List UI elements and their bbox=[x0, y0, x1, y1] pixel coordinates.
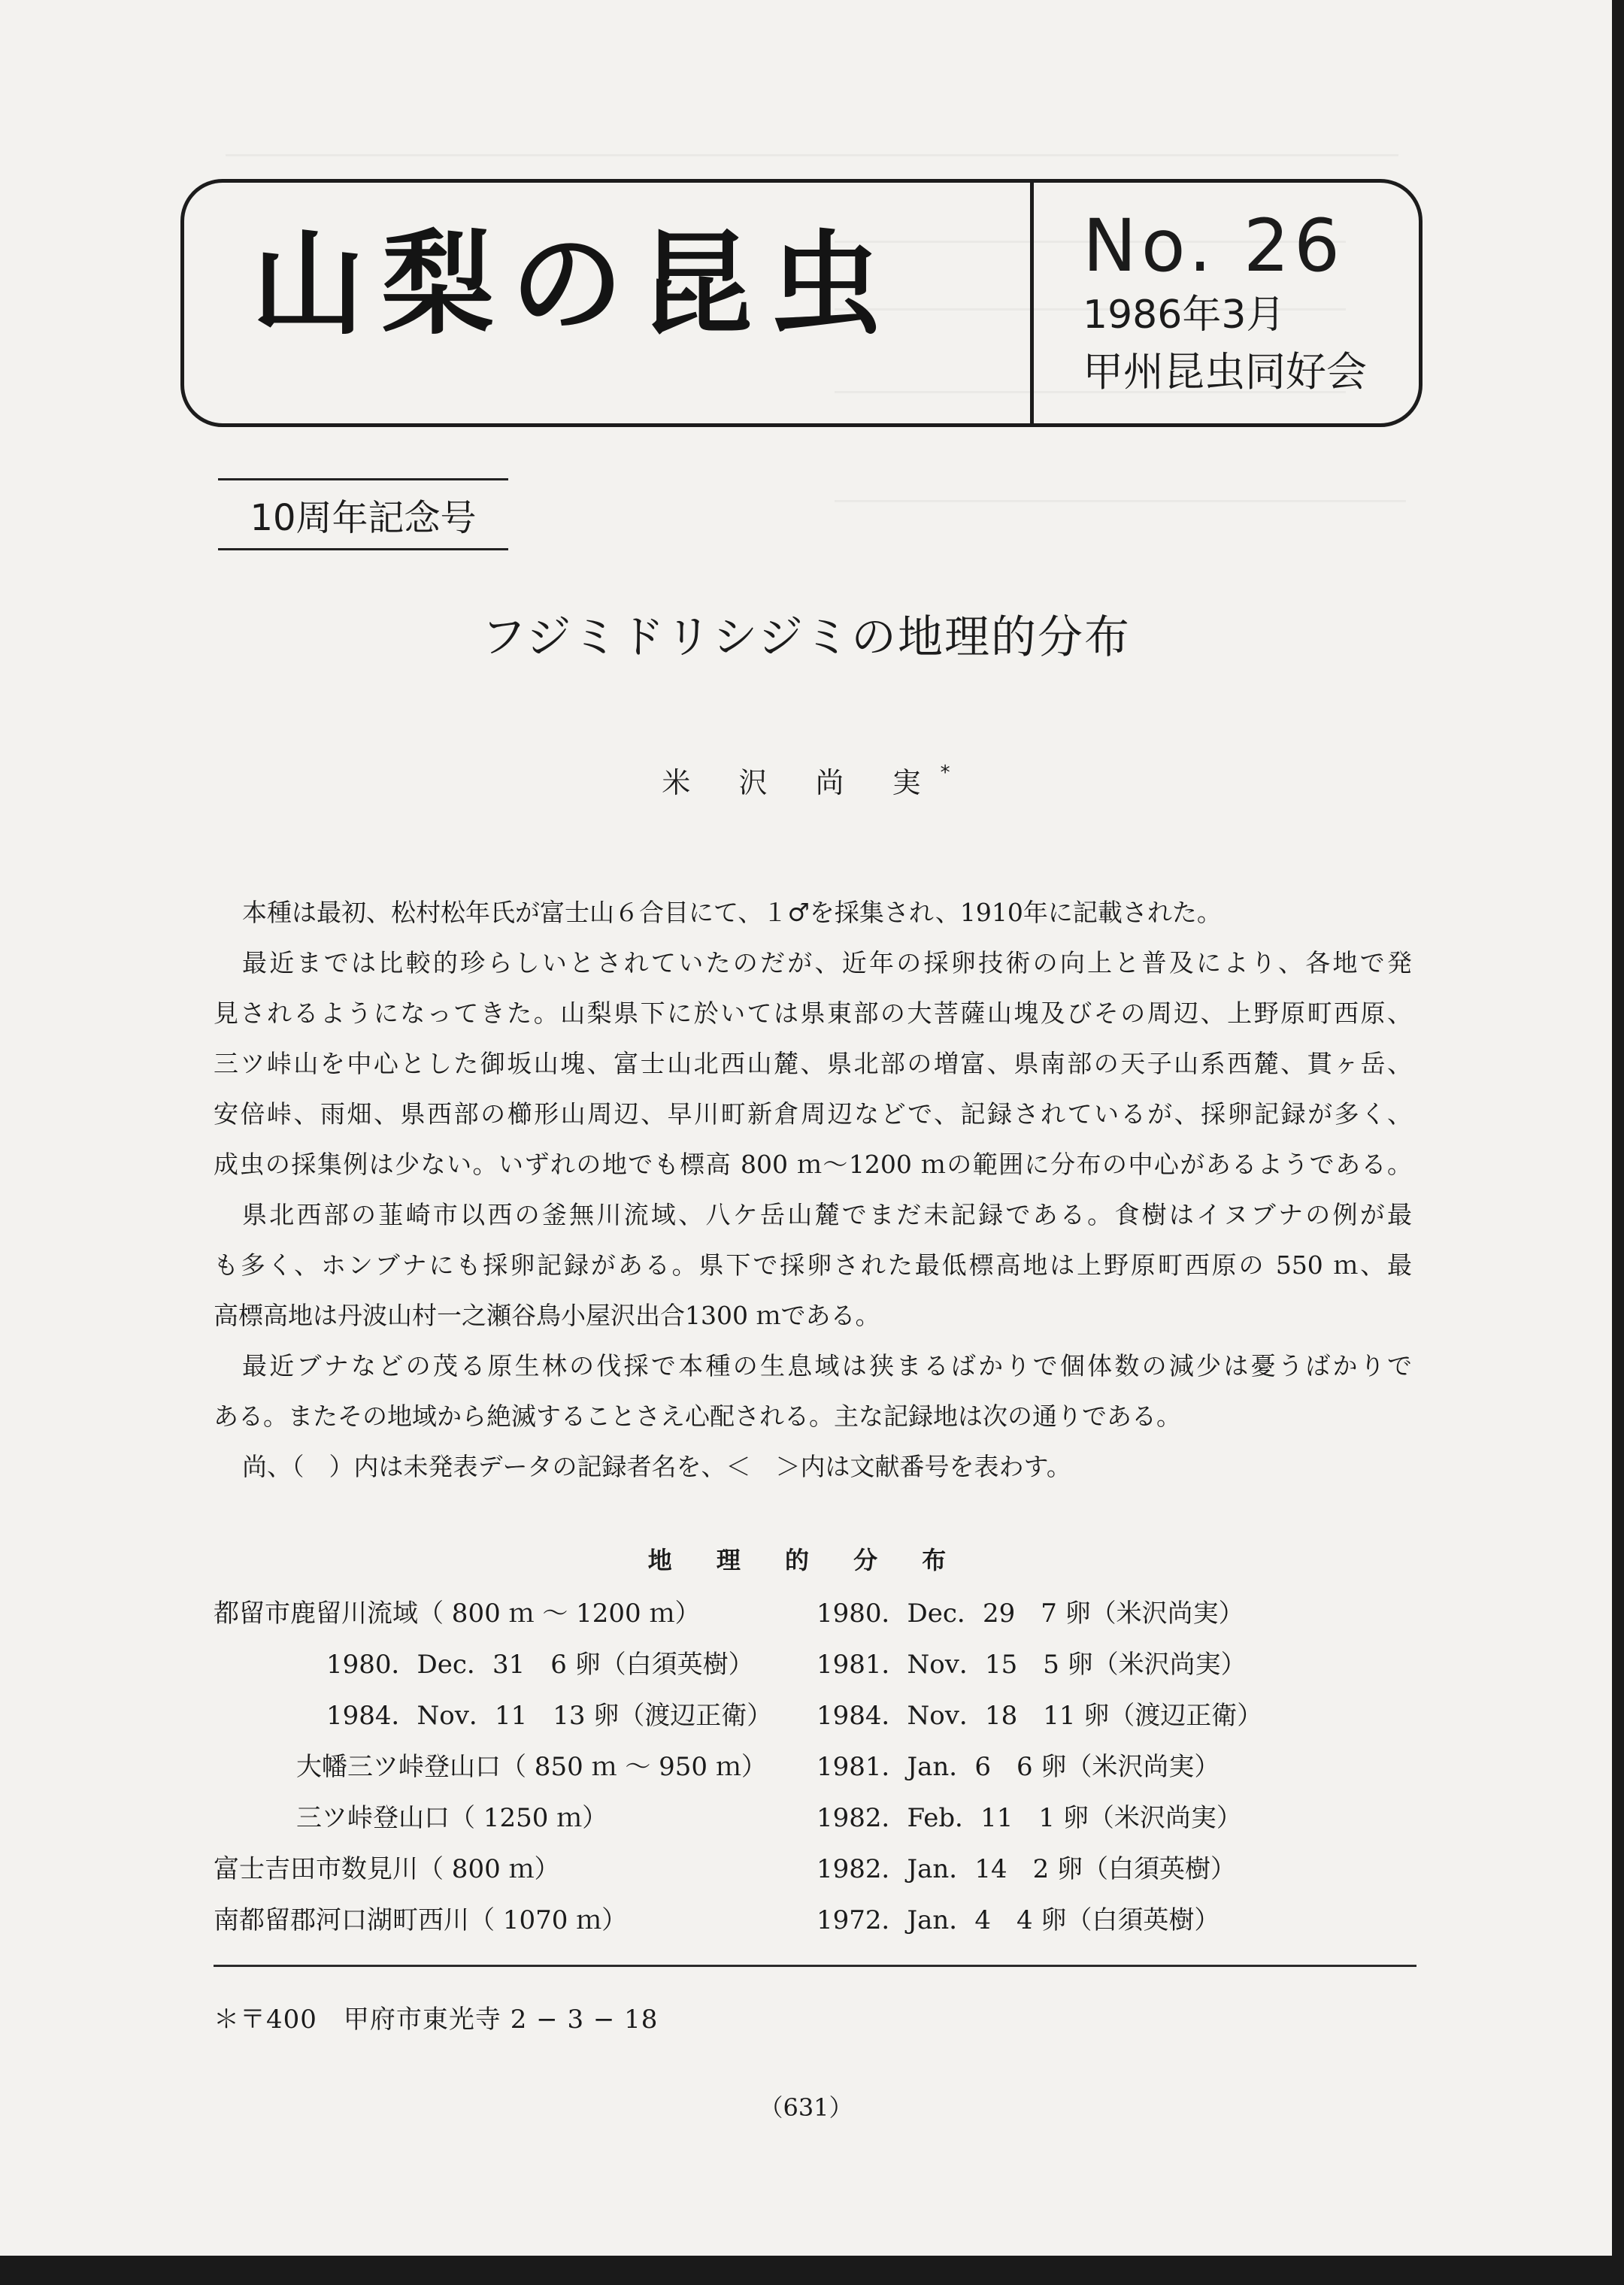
body-line: 三ツ峠山を中心とした御坂山塊、富士山北西山麓、県北部の増富、県南部の天子山系西麓、貫ヶ岳、 bbox=[214, 1049, 1413, 1078]
distribution-record: 1984．Nov．18 11 卵（渡辺正衛） bbox=[817, 1701, 1263, 1731]
publisher-club: 甲州昆虫同好会 bbox=[1083, 348, 1367, 395]
footnote-rule bbox=[214, 1965, 1416, 1967]
distribution-record: 1984．Nov．11 13 卵（渡辺正衛） bbox=[326, 1701, 773, 1731]
body-line: 安倍峠、雨畑、県西部の櫛形山周辺、早川町新倉周辺などで、記録されているが、採卵記録が多く、 bbox=[214, 1099, 1412, 1129]
article-title: フジミドリシジミの地理的分布 bbox=[480, 611, 1132, 664]
body-line: ある。またその地域から絶滅することさえ心配される。主な記録地は次の通りである。 bbox=[214, 1402, 1181, 1431]
body-line: 県北西部の韮崎市以西の釜無川流域、八ケ岳山麓でまだ未記録である。食樹はイヌブナの例が最 bbox=[242, 1200, 1412, 1229]
issue-number: No. 26 bbox=[1083, 204, 1345, 288]
distribution-right-column bbox=[817, 1588, 1262, 1946]
distribution-record: 大幡三ツ峠登山口（ 850 ｍ 〜 950 ｍ） bbox=[296, 1752, 767, 1782]
author-address-footnote: ＊〒400 甲府市東光寺 2 − 3 − 18 bbox=[214, 2005, 659, 2035]
body-line: 見されるようになってきた。山梨県下に於いては県東部の大菩薩山塊及びその周辺、上野原町西原、 bbox=[214, 999, 1412, 1028]
masthead-divider bbox=[1030, 183, 1034, 423]
author-footnote-mark: * bbox=[940, 762, 950, 784]
body-line: 本種は最初、松村松年氏が富士山６合目にて、１♂を採集され、1910年に記載された。 bbox=[242, 898, 1222, 927]
distribution-record: 1980．Dec．31 6 卵（白須英樹） bbox=[326, 1650, 754, 1680]
distribution-heading: 地 理 的 分 布 bbox=[647, 1546, 965, 1574]
article-body bbox=[214, 887, 1412, 1492]
body-line: 最近までは比較的珍らしいとされていたのだが、近年の採卵技術の向上と普及により、各地で発 bbox=[242, 948, 1412, 977]
body-line: も多く、ホンブナにも採卵記録がある。県下で採卵された最低標高地は上野原町西原の 550 ｍ、最 bbox=[214, 1250, 1412, 1280]
distribution-record: 1980．Dec．29 7 卵（米沢尚実） bbox=[817, 1599, 1244, 1629]
body-line: 成虫の採集例は少ない。いずれの地でも標高 800 ｍ〜1200 ｍの範囲に分布の中心があるようである。 bbox=[214, 1150, 1412, 1179]
distribution-left-column bbox=[214, 1588, 772, 1946]
distribution-record: 1982．Feb．11 1 卵（米沢尚実） bbox=[817, 1803, 1242, 1833]
anniversary-badge: 10周年記念号 bbox=[218, 478, 508, 550]
author-name: 米 沢 尚 実 bbox=[662, 766, 941, 799]
body-line: 高標高地は丹波山村一之瀬谷鳥小屋沢出合1300 ｍである。 bbox=[214, 1301, 880, 1330]
distribution-record: 都留市鹿留川流域（ 800 ｍ 〜 1200 ｍ） bbox=[214, 1599, 701, 1629]
body-line: 尚、（ ）内は未発表データの記録者名を、＜ ＞内は文献番号を表わす。 bbox=[242, 1452, 1071, 1481]
body-line: 最近ブナなどの茂る原生林の伐採で本種の生息域は狭まるばかりで個体数の減少は憂うばかりで bbox=[242, 1351, 1413, 1380]
distribution-record: 三ツ峠登山口（ 1250 ｍ） bbox=[296, 1803, 608, 1833]
page-number: （631） bbox=[759, 2093, 853, 2122]
journal-title: 山梨の昆虫 bbox=[252, 218, 899, 350]
distribution-record: 1981．Nov．15 5 卵（米沢尚実） bbox=[817, 1650, 1247, 1680]
distribution-record: 1972．Jan．4 4 卵（白須英樹） bbox=[817, 1905, 1220, 1935]
distribution-record: 1981．Jan．6 6 卵（米沢尚実） bbox=[817, 1752, 1220, 1782]
distribution-record: 南都留郡河口湖町西川（ 1070 ｍ） bbox=[214, 1905, 628, 1935]
masthead bbox=[180, 179, 1423, 427]
distribution-record: 富士吉田市数見川（ 800 ｍ） bbox=[214, 1854, 560, 1884]
distribution-record: 1982．Jan．14 2 卵（白須英樹） bbox=[817, 1854, 1237, 1884]
author-line bbox=[0, 759, 1612, 801]
issue-date: 1986年3月 bbox=[1083, 292, 1286, 338]
